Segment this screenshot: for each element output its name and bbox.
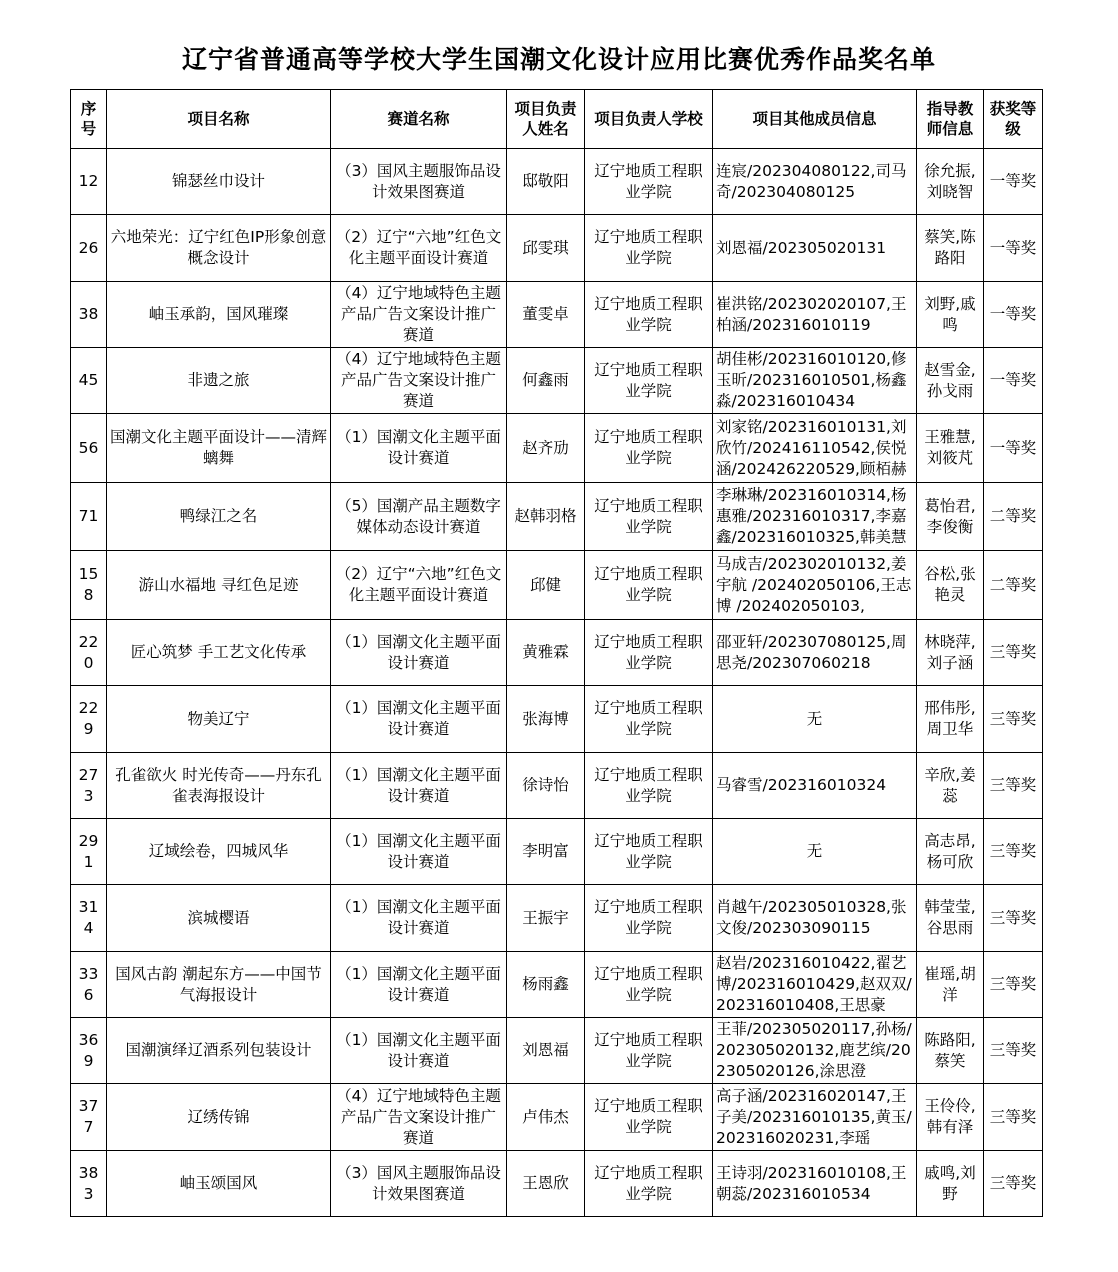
cell-school-text: 辽宁地质工程职业学院 (594, 632, 703, 672)
cell-school (585, 483, 713, 551)
table-row (71, 952, 1043, 1018)
table-row (71, 414, 1043, 483)
cell-school (585, 282, 713, 348)
cell-members (713, 149, 917, 215)
cell-teachers (917, 1084, 984, 1151)
table-row (71, 483, 1043, 551)
cell-teachers-text: 陈路阳,蔡笑 (924, 1030, 976, 1070)
cell-seq (71, 348, 107, 414)
cell-school (585, 551, 713, 620)
cell-seq (71, 952, 107, 1018)
cell-track (331, 551, 507, 620)
cell-teachers (917, 753, 984, 819)
cell-award-text: 一等奖 (989, 238, 1037, 257)
cell-track-text: （3）国风主题服饰品设计效果图赛道 (336, 161, 501, 201)
cell-school (585, 620, 713, 686)
cell-award (984, 215, 1043, 282)
cell-project (107, 414, 331, 483)
cell-award-text: 二等奖 (989, 507, 1037, 525)
cell-members (713, 1151, 917, 1217)
cell-track-text: （1）国潮文化主题平面设计赛道 (336, 428, 501, 467)
cell-award (984, 1151, 1043, 1217)
cell-teachers-text: 蔡笑,陈路阳 (924, 228, 976, 267)
cell-members-text: 刘恩福/202305020131 (716, 238, 887, 257)
cell-members-text: 连宸/202304080122,司马奇/202304080125 (716, 161, 907, 201)
cell-seq (71, 215, 107, 282)
cell-teachers-text: 戚鸣,刘野 (924, 1163, 976, 1203)
cell-leader-text: 赵齐劢 (522, 438, 569, 457)
cell-award (984, 149, 1043, 215)
cell-seq-text: 38 (78, 305, 99, 323)
cell-teachers-text: 林晓萍,刘子涵 (924, 632, 976, 672)
table-row (71, 1084, 1043, 1151)
cell-school-text: 辽宁地质工程职业学院 (594, 294, 703, 334)
cell-track-text: （1）国潮文化主题平面设计赛道 (336, 765, 501, 805)
cell-project-text: 国潮演绎辽酒系列包装设计 (125, 1041, 312, 1059)
cell-award (984, 819, 1043, 885)
cell-track-text: （4）辽宁地域特色主题产品广告文案设计推广赛道 (336, 350, 501, 410)
cell-seq-text: 291 (78, 831, 99, 871)
cell-teachers (917, 483, 984, 551)
cell-members (713, 215, 917, 282)
cell-leader (507, 414, 585, 483)
cell-school (585, 215, 713, 282)
cell-track (331, 686, 507, 753)
cell-seq-text: 273 (78, 765, 99, 805)
cell-school (585, 1084, 713, 1151)
cell-seq (71, 686, 107, 753)
cell-leader (507, 348, 585, 414)
cell-track (331, 620, 507, 686)
cell-members-text: 赵岩/202316010422,翟艺博/202316010429,赵双双/202316010408,王思豪 (716, 954, 912, 1014)
cell-school-text: 辽宁地质工程职业学院 (594, 699, 703, 738)
cell-project (107, 282, 331, 348)
cell-teachers-text: 王雅慧,刘筱芃 (924, 428, 976, 467)
cell-track (331, 348, 507, 414)
cell-project (107, 753, 331, 819)
cell-award (984, 753, 1043, 819)
cell-award-text: 一等奖 (989, 172, 1037, 190)
cell-teachers (917, 952, 984, 1018)
table-row (71, 149, 1043, 215)
cell-award-text: 三等奖 (989, 1107, 1037, 1126)
table-row (71, 1151, 1043, 1217)
cell-school (585, 414, 713, 483)
cell-school-text: 辽宁地质工程职业学院 (594, 428, 703, 467)
cell-track (331, 1151, 507, 1217)
header-members: 项目其他成员信息 (713, 90, 917, 149)
cell-project-text: 物美辽宁 (187, 709, 250, 728)
cell-school-text: 辽宁地质工程职业学院 (594, 1097, 703, 1136)
cell-leader-text: 卢伟杰 (522, 1107, 569, 1126)
header-seq: 序号 (71, 90, 107, 149)
cell-project-text: 非遗之旅 (187, 371, 250, 389)
cell-teachers (917, 551, 984, 620)
cell-track (331, 1084, 507, 1151)
cell-members (713, 885, 917, 952)
cell-award-text: 三等奖 (989, 1041, 1037, 1059)
cell-seq (71, 819, 107, 885)
cell-members-text: 刘家铭/202316010131,刘欣竹/202416110542,侯悦涵/202426220529,顾栢赫 (716, 417, 907, 478)
table-row (71, 551, 1043, 620)
cell-school (585, 819, 713, 885)
cell-project-text: 辽绣传锦 (187, 1107, 250, 1126)
cell-members-text: 王菲/202305020117,孙杨/202305020132,鹿艺缤/202305020126,涂思澄 (716, 1020, 912, 1080)
cell-leader (507, 282, 585, 348)
cell-leader (507, 551, 585, 620)
cell-project (107, 149, 331, 215)
cell-award (984, 414, 1043, 483)
cell-leader (507, 819, 585, 885)
cell-members-text: 马成吉/202302010132,姜宇航 /202402050106,王志博 /202402050103, (716, 554, 912, 615)
cell-leader (507, 885, 585, 952)
table-row (71, 1018, 1043, 1084)
cell-track-text: （1）国潮文化主题平面设计赛道 (336, 964, 501, 1004)
cell-teachers (917, 348, 984, 414)
cell-leader-text: 黄雅霖 (522, 643, 569, 661)
cell-seq (71, 1018, 107, 1084)
cell-award (984, 885, 1043, 952)
cell-seq (71, 1151, 107, 1217)
cell-track (331, 952, 507, 1018)
cell-award (984, 952, 1043, 1018)
cell-project (107, 1018, 331, 1084)
cell-leader (507, 149, 585, 215)
cell-seq-text: 314 (78, 898, 99, 937)
table-row (71, 215, 1043, 282)
cell-teachers-text: 辛欣,姜蕊 (924, 765, 976, 805)
cell-leader (507, 753, 585, 819)
cell-seq (71, 149, 107, 215)
cell-leader (507, 620, 585, 686)
cell-leader (507, 1151, 585, 1217)
cell-members (713, 753, 917, 819)
cell-teachers (917, 819, 984, 885)
cell-school-text: 辽宁地质工程职业学院 (594, 964, 703, 1004)
cell-seq-text: 26 (78, 238, 99, 257)
cell-teachers (917, 686, 984, 753)
cell-teachers (917, 1018, 984, 1084)
cell-school-text: 辽宁地质工程职业学院 (594, 1030, 703, 1070)
award-table (70, 89, 1043, 1217)
cell-school-text: 辽宁地质工程职业学院 (594, 161, 703, 201)
cell-award-text: 三等奖 (989, 842, 1037, 860)
cell-teachers (917, 149, 984, 215)
cell-members (713, 620, 917, 686)
table-row (71, 686, 1043, 753)
header-leader: 项目负责人姓名 (507, 90, 585, 149)
table-row (71, 282, 1043, 348)
cell-award (984, 282, 1043, 348)
cell-leader-text: 邱雯琪 (522, 238, 569, 257)
cell-seq-text: 377 (78, 1097, 99, 1136)
cell-project-text: 孔雀欲火 时光传奇——丹东孔雀表海报设计 (115, 765, 322, 805)
cell-track (331, 885, 507, 952)
cell-project (107, 551, 331, 620)
cell-seq (71, 620, 107, 686)
cell-leader-text: 徐诗怡 (522, 776, 569, 794)
table-body (71, 149, 1043, 1217)
cell-members (713, 819, 917, 885)
cell-award (984, 348, 1043, 414)
cell-leader-text: 刘恩福 (522, 1041, 569, 1059)
cell-members (713, 952, 917, 1018)
cell-project (107, 1151, 331, 1217)
cell-members-text: 肖越午/202305010328,张文俊/202303090115 (716, 898, 907, 937)
cell-school (585, 348, 713, 414)
table-header-row (71, 90, 1043, 149)
cell-project-text: 匠心筑梦 手工艺文化传承 (130, 643, 307, 661)
cell-track (331, 1018, 507, 1084)
cell-leader-text: 王振宇 (522, 908, 569, 927)
cell-teachers-text: 韩莹莹,谷思雨 (924, 898, 976, 937)
cell-award (984, 551, 1043, 620)
cell-school (585, 1018, 713, 1084)
cell-members (713, 282, 917, 348)
cell-track-text: （1）国潮文化主题平面设计赛道 (336, 831, 501, 871)
cell-seq (71, 885, 107, 952)
cell-school (585, 149, 713, 215)
cell-track (331, 819, 507, 885)
cell-project-text: 国风古韵 潮起东方——中国节气海报设计 (115, 964, 322, 1004)
cell-award-text: 三等奖 (989, 908, 1037, 927)
table-row (71, 819, 1043, 885)
cell-award (984, 483, 1043, 551)
cell-leader-text: 杨雨鑫 (522, 975, 569, 993)
cell-project (107, 483, 331, 551)
cell-leader (507, 686, 585, 753)
cell-members-text: 王诗羽/202316010108,王朝蕊/202316010534 (716, 1163, 907, 1203)
header-school: 项目负责人学校 (585, 90, 713, 149)
cell-project-text: 鸭绿江之名 (179, 507, 258, 525)
cell-leader-text: 李明富 (522, 842, 569, 860)
cell-teachers (917, 1151, 984, 1217)
header-teachers: 指导教师信息 (917, 90, 984, 149)
cell-school (585, 686, 713, 753)
cell-teachers-text: 赵雪金,孙戈雨 (924, 360, 976, 400)
cell-teachers-text: 崔瑶,胡洋 (924, 964, 976, 1004)
cell-teachers-text: 王伶伶,韩有泽 (924, 1097, 976, 1136)
cell-project (107, 885, 331, 952)
cell-members-text: 无 (806, 709, 823, 728)
cell-members (713, 348, 917, 414)
cell-school-text: 辽宁地质工程职业学院 (594, 898, 703, 937)
cell-seq (71, 1084, 107, 1151)
cell-teachers-text: 高志昂,杨可欣 (924, 831, 976, 871)
cell-school-text: 辽宁地质工程职业学院 (594, 765, 703, 805)
cell-teachers-text: 谷松,张艳灵 (924, 565, 976, 604)
cell-seq (71, 753, 107, 819)
cell-members-text: 李琳琳/202316010314,杨惠雅/202316010317,李嘉鑫/202316010325,韩美慧 (716, 486, 907, 546)
cell-seq-text: 71 (78, 507, 99, 525)
cell-project (107, 686, 331, 753)
cell-project-text: 岫玉颂国风 (179, 1174, 258, 1192)
header-track: 赛道名称 (331, 90, 507, 149)
cell-project (107, 348, 331, 414)
cell-track (331, 215, 507, 282)
cell-track (331, 753, 507, 819)
cell-award-text: 三等奖 (989, 709, 1037, 728)
cell-award-text: 一等奖 (989, 305, 1037, 323)
table-row (71, 885, 1043, 952)
cell-leader-text: 邱健 (529, 575, 561, 594)
cell-leader-text: 张海博 (522, 709, 569, 728)
cell-award-text: 三等奖 (989, 643, 1037, 661)
cell-track-text: （5）国潮产品主题数字媒体动态设计赛道 (336, 496, 501, 536)
cell-school (585, 952, 713, 1018)
cell-track-text: （4）辽宁地域特色主题产品广告文案设计推广赛道 (336, 1086, 501, 1147)
cell-teachers-text: 徐允振,刘晓智 (924, 161, 976, 201)
cell-members (713, 551, 917, 620)
cell-teachers (917, 414, 984, 483)
cell-project (107, 215, 331, 282)
cell-project (107, 819, 331, 885)
cell-teachers (917, 885, 984, 952)
cell-track-text: （1）国潮文化主题平面设计赛道 (336, 1030, 501, 1070)
header-award: 获奖等级 (984, 90, 1043, 149)
cell-leader (507, 215, 585, 282)
table-row (71, 348, 1043, 414)
cell-project-text: 辽域绘卷，四城风华 (148, 842, 289, 860)
cell-track-text: （2）辽宁“六地”红色文化主题平面设计赛道 (335, 565, 502, 604)
cell-school-text: 辽宁地质工程职业学院 (594, 1163, 703, 1203)
cell-members-text: 邵亚轩/202307080125,周思尧/202307060218 (716, 632, 907, 672)
cell-project (107, 952, 331, 1018)
cell-track (331, 414, 507, 483)
cell-school-text: 辽宁地质工程职业学院 (594, 565, 703, 604)
header-project: 项目名称 (107, 90, 331, 149)
cell-seq-text: 383 (78, 1163, 99, 1203)
cell-project-text: 国潮文化主题平面设计——清辉螭舞 (110, 428, 327, 467)
cell-project-text: 滨城樱语 (187, 908, 250, 927)
cell-teachers (917, 215, 984, 282)
cell-seq-text: 56 (78, 438, 99, 457)
cell-teachers (917, 282, 984, 348)
cell-track-text: （2）辽宁“六地”红色文化主题平面设计赛道 (335, 228, 502, 267)
cell-members (713, 483, 917, 551)
cell-track (331, 483, 507, 551)
cell-school (585, 1151, 713, 1217)
cell-track (331, 149, 507, 215)
cell-seq-text: 220 (78, 632, 99, 672)
cell-project (107, 620, 331, 686)
cell-school (585, 885, 713, 952)
cell-track-text: （3）国风主题服饰品设计效果图赛道 (336, 1163, 501, 1203)
cell-leader-text: 何鑫雨 (522, 371, 569, 389)
cell-leader-text: 邸敬阳 (522, 172, 569, 190)
cell-project-text: 游山水福地 寻红色足迹 (138, 575, 299, 594)
cell-project (107, 1084, 331, 1151)
cell-members-text: 无 (806, 842, 823, 860)
table-row (71, 620, 1043, 686)
cell-school-text: 辽宁地质工程职业学院 (594, 496, 703, 536)
cell-seq-text: 336 (78, 964, 99, 1004)
cell-award-text: 三等奖 (989, 975, 1037, 993)
cell-track-text: （4）辽宁地域特色主题产品广告文案设计推广赛道 (336, 284, 501, 344)
cell-leader (507, 1018, 585, 1084)
cell-leader (507, 952, 585, 1018)
cell-seq (71, 414, 107, 483)
cell-members-text: 高子涵/202316020147,王子美/202316010135,黄玉/202316020231,李瑶 (716, 1086, 912, 1147)
cell-award-text: 一等奖 (989, 438, 1037, 457)
cell-award (984, 620, 1043, 686)
cell-leader-text: 王恩欣 (522, 1174, 569, 1192)
cell-seq-text: 12 (78, 172, 99, 190)
cell-project-text: 六地荣光：辽宁红色IP形象创意概念设计 (110, 228, 327, 267)
cell-track-text: （1）国潮文化主题平面设计赛道 (336, 699, 501, 738)
cell-track-text: （1）国潮文化主题平面设计赛道 (336, 898, 501, 937)
cell-track-text: （1）国潮文化主题平面设计赛道 (336, 632, 501, 672)
cell-seq (71, 483, 107, 551)
cell-award (984, 1018, 1043, 1084)
cell-seq-text: 45 (78, 371, 99, 389)
cell-teachers-text: 葛怡君,李俊衡 (924, 496, 976, 536)
cell-seq-text: 229 (78, 699, 99, 738)
cell-teachers-text: 邢伟彤,周卫华 (924, 699, 976, 738)
cell-members-text: 崔洪铭/202302020107,王柏涵/202316010119 (716, 294, 907, 334)
cell-project-text: 岫玉承韵，国风璀璨 (148, 305, 289, 323)
cell-members (713, 1084, 917, 1151)
cell-seq-text: 369 (78, 1030, 99, 1070)
cell-seq-text: 158 (78, 565, 99, 604)
cell-members-text: 胡佳彬/202316010120,修玉昕/202316010501,杨鑫淼/202316010434 (716, 350, 907, 410)
cell-award-text: 三等奖 (989, 1174, 1037, 1192)
cell-leader-text: 董雯卓 (522, 305, 569, 323)
cell-members (713, 686, 917, 753)
cell-members (713, 414, 917, 483)
cell-school-text: 辽宁地质工程职业学院 (594, 360, 703, 400)
cell-award-text: 二等奖 (989, 575, 1037, 594)
cell-teachers-text: 刘野,戚鸣 (924, 294, 976, 334)
cell-leader (507, 1084, 585, 1151)
cell-award (984, 686, 1043, 753)
cell-leader-text: 赵韩羽格 (514, 507, 577, 525)
cell-track (331, 282, 507, 348)
cell-seq (71, 551, 107, 620)
cell-members-text: 马睿雪/202316010324 (716, 776, 887, 794)
table-row (71, 753, 1043, 819)
cell-award-text: 三等奖 (989, 776, 1037, 794)
cell-seq (71, 282, 107, 348)
cell-school-text: 辽宁地质工程职业学院 (594, 228, 703, 267)
cell-school-text: 辽宁地质工程职业学院 (594, 831, 703, 871)
cell-award-text: 一等奖 (989, 371, 1037, 389)
document-title: 辽宁省普通高等学校大学生国潮文化设计应用比赛优秀作品奖名单 (181, 45, 936, 74)
cell-project-text: 锦瑟丝巾设计 (171, 172, 265, 190)
cell-school (585, 753, 713, 819)
cell-members (713, 1018, 917, 1084)
cell-teachers (917, 620, 984, 686)
cell-award (984, 1084, 1043, 1151)
cell-leader (507, 483, 585, 551)
